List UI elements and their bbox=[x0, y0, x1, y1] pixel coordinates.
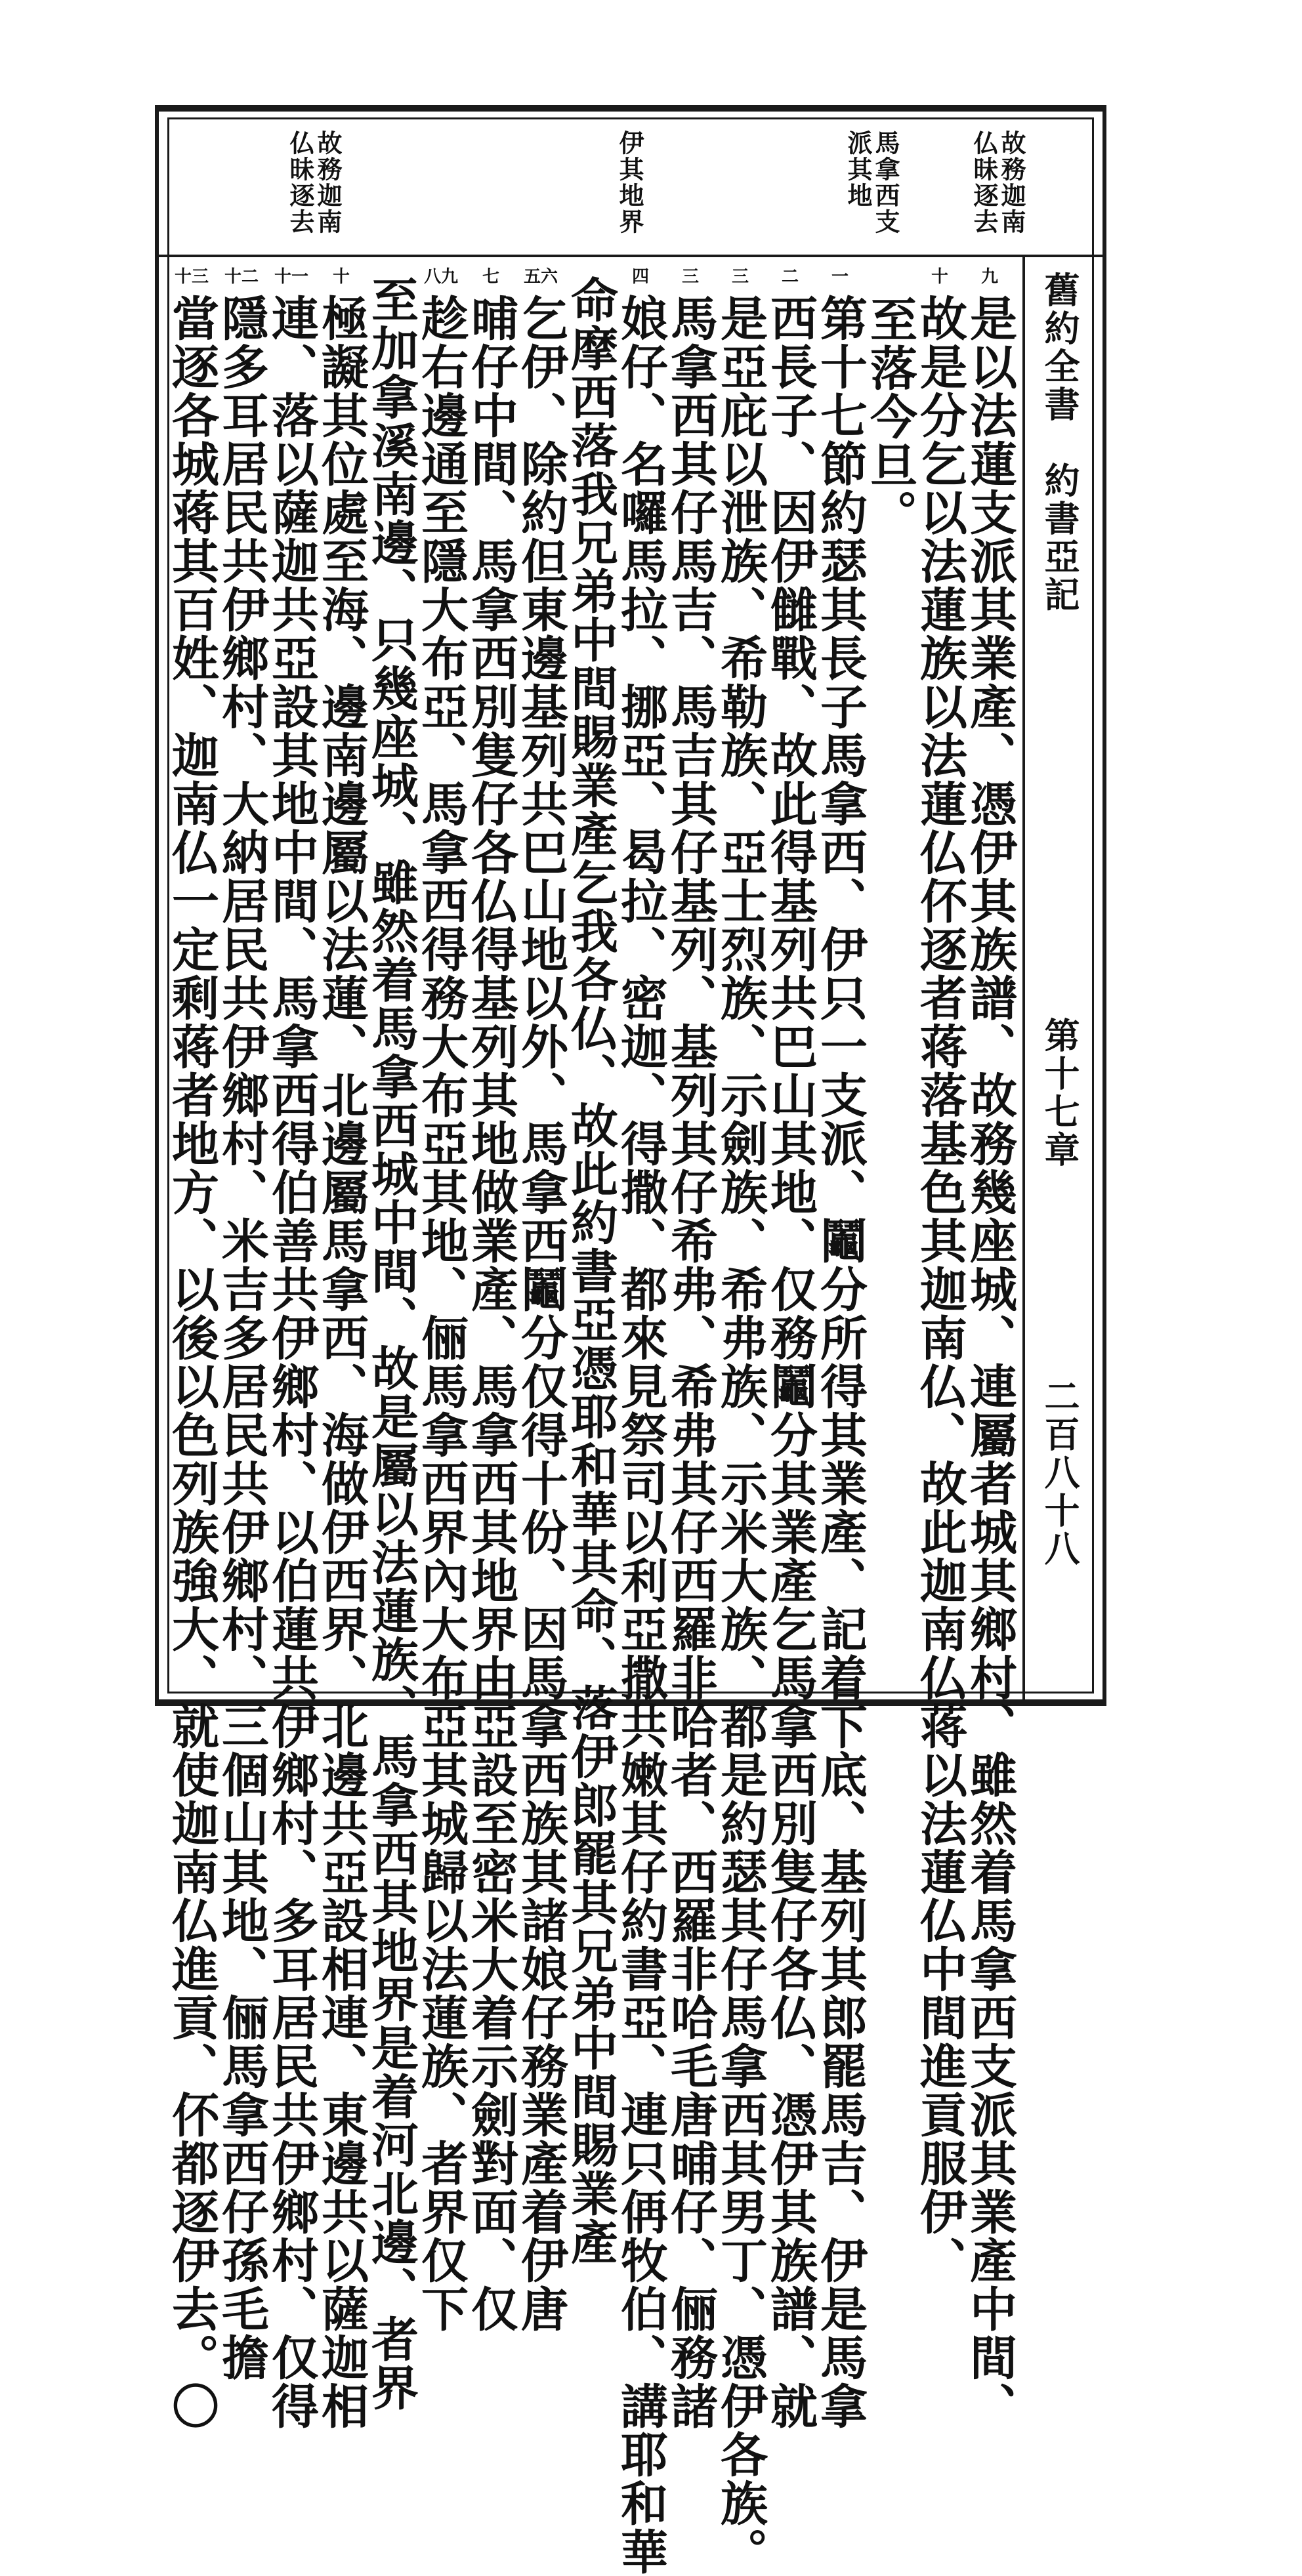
text-column bbox=[364, 257, 419, 2412]
column-text: 晡仔中間、馬拿西別隻仔各仏得基列其地做業產、馬拿西其地界由亞設至密米大着示劍對面、仅 bbox=[463, 294, 519, 2333]
header-note: 故務迦南仏昧逐去 bbox=[969, 130, 1026, 235]
column-text: 馬拿西其仔馬吉、馬吉其仔基列、基列其仔希弗、希弗其仔西羅非哈者、西羅非哈毛唐晡仔、俪務諸 bbox=[663, 294, 719, 2430]
verse-number: 七 bbox=[482, 267, 499, 287]
text-column bbox=[164, 257, 220, 2430]
text-column bbox=[713, 257, 768, 2576]
column-text: 西長子、因伊雠戰、故此得基列共巴山其地、仅務鬮分其業產乞馬拿西別隻仔各仏、憑伊其族譜、就 bbox=[763, 294, 818, 2430]
verse-number: 五六 bbox=[523, 267, 558, 287]
text-column bbox=[463, 257, 519, 2333]
verse-number: 九 bbox=[980, 267, 998, 287]
column-text: 隱多耳居民共伊鄉村、大納居民共伊鄉村、米吉多居民共伊鄉村、三個山其地、俪馬拿西仔孫毛擔 bbox=[214, 294, 270, 2382]
text-column bbox=[413, 257, 469, 2333]
verse-number: 三 bbox=[681, 267, 699, 287]
text-column bbox=[214, 257, 270, 2382]
header-note: 伊其地界 bbox=[615, 130, 644, 235]
text-column bbox=[763, 257, 818, 2430]
verse-number: 十 bbox=[332, 267, 350, 287]
verse-number: 四 bbox=[631, 267, 649, 287]
column-text: 是亞庇以泄族、希勒族、亞士烈族、示劍族、希弗族、示米大族、都是約瑟其仔馬拿西其男丁、憑伊各族。 bbox=[713, 294, 768, 2576]
verse-number: 三 bbox=[731, 267, 749, 287]
column-text: 命摩西落我兄弟中間賜業產乞我各仏、故此約書亞憑耶和華其命、落伊郎罷其兄弟中間賜業產 bbox=[563, 276, 619, 2266]
text-column bbox=[314, 257, 369, 2430]
text-column bbox=[862, 257, 917, 1699]
column-text: 趁右邊通至隱大布亞、馬拿西得務大布亞其地、俪馬拿西界內大布亞其城歸以法蓮族、者界仅下 bbox=[413, 294, 469, 2333]
header-note: 馬拿西支派其地 bbox=[843, 130, 900, 235]
column-text: 乞伊、除約但東邊基列共巴山地以外、馬拿西鬮分仅得十份、因馬拿西族其諸娘仔務業產着伊唐 bbox=[513, 294, 569, 2333]
chapter-label: 第十七章 bbox=[1039, 1017, 1081, 1169]
column-text: 是以法蓮支派其業產、憑伊其族譜、故務幾座城、連屬者城其鄉村、雖然着馬拿西支派其業產中間、 bbox=[962, 294, 1018, 2430]
verse-number: 十一 bbox=[274, 267, 308, 287]
margin-divider bbox=[1022, 257, 1025, 1699]
verse-number: 十 bbox=[931, 267, 948, 287]
header-band bbox=[159, 112, 1102, 257]
page-number: 二百八十八 bbox=[1039, 1378, 1081, 1568]
column-text: 當逐各城蒋其百姓、迦南仏一定剩蒋者地方、以後以色列族強大、就使迦南仏進貢、伓都逐伊去。〇 bbox=[164, 294, 220, 2430]
text-column bbox=[663, 257, 719, 2430]
column-text: 至落今旦。 bbox=[862, 295, 918, 538]
text-column bbox=[264, 257, 320, 2430]
text-column bbox=[912, 257, 968, 2285]
column-text: 至加拿溪南邊、只幾座城、雖然着馬拿西城中間、故是屬以法蓮族、馬拿西其地界是着河北邊、者界 bbox=[364, 276, 419, 2412]
verse-number: 一 bbox=[831, 267, 849, 287]
page-frame bbox=[155, 105, 1106, 2576]
text-column bbox=[513, 257, 569, 2333]
column-text: 第十七節約瑟其長子馬拿西、伊只一支派、鬮分所得其業產、記着下底、基列其郎罷馬吉、伊是馬拿 bbox=[812, 294, 868, 2430]
column-text: 娘仔、名囉馬拉、挪亞、曷拉、密迦、得撒、都來見祭司以利亞撒共嫩其仔約書亞、連只侢牧伯、講耶和華 bbox=[613, 294, 669, 2576]
text-column bbox=[613, 257, 669, 2576]
text-column bbox=[962, 257, 1018, 2430]
column-text: 極譺其位處至海、邊南邊屬以法蓮、北邊屬馬拿西、海做伊西界、北邊共亞設相連、東邊共以薩迦相 bbox=[314, 294, 369, 2430]
text-column bbox=[812, 257, 868, 2430]
column-text: 連、落以薩迦共亞設其地中間、馬拿西得伯善共伊鄉村、以伯蓮共伊鄉村、多耳居民共伊鄉村、仅得 bbox=[264, 294, 320, 2430]
verse-number: 八九 bbox=[423, 267, 458, 287]
verse-number: 十二 bbox=[224, 267, 259, 287]
column-text: 故是分乞以法蓮族以法蓮仏伓逐者蒋落基色其迦南仏、故此迦南仏蒋以法蓮仏中間進貢服伊、 bbox=[912, 294, 968, 2285]
verse-number: 十三 bbox=[174, 267, 209, 287]
book-title: 舊約全書 約書亞記 bbox=[1039, 272, 1081, 614]
text-column bbox=[563, 257, 619, 2266]
header-note: 故務迦南仏昧逐去 bbox=[285, 130, 343, 235]
verse-number: 二 bbox=[781, 267, 799, 287]
